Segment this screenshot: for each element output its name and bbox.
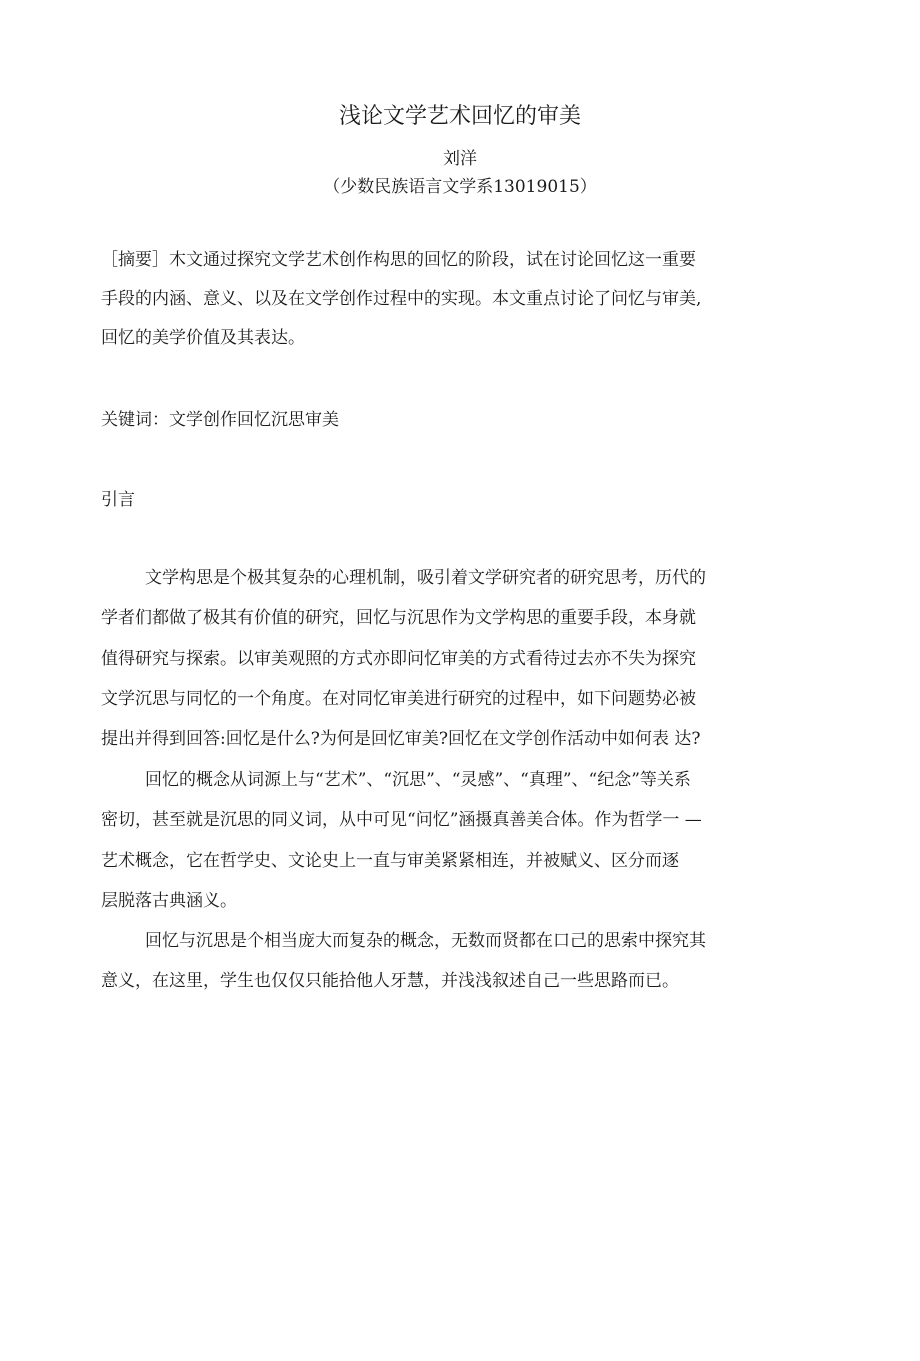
paragraph-line: 回忆与沉思是个相当庞大而复杂的概念，无数而贤都在口己的思索中探究其: [145, 931, 706, 951]
paragraph-line: 回忆的概念从词源上与“艺术”、“沉思”、“灵感”、“真理”、“纪念”等关系: [145, 770, 691, 790]
author-affiliation: （少数民族语言文学系13019015）: [323, 177, 597, 197]
paragraph-line: 艺术概念，它在哲学史、文论史上一直与审美紧紧相连，并被赋义、区分而逐: [101, 851, 679, 871]
paragraph-line: 学者们都做了极其有价值的研究，回忆与沉思作为文学构思的重要手段，本身就: [101, 608, 696, 628]
abstract-line: ［摘要］木文通过探究文学艺术创作构思的回忆的阶段，试在讨论回忆这一重要: [101, 250, 696, 270]
document-title: 浅论文学艺术回忆的审美: [338, 104, 581, 129]
keywords: 关键词：文学创作回忆沉思审美: [101, 410, 339, 430]
paragraph-line: 提出并得到回答:回忆是什么?为何是回忆审美?回忆在文学创作活动中如何表 达?: [101, 729, 701, 749]
paragraph-line: 意义，在这里，学生也仅仅只能拾他人牙慧，并浅浅叙述自己一些思路而已。: [101, 971, 679, 991]
paragraph-line: 层脱落古典涵义。: [101, 891, 237, 911]
abstract-line: 手段的内涵、意义、以及在文学创作过程中的实现。本文重点讨论了问忆与审美,: [101, 289, 702, 309]
section-heading: 引言: [101, 490, 135, 510]
paragraph-line: 值得研究与探索。以审美观照的方式亦即问忆审美的方式看待过去亦不失为探究: [101, 649, 696, 669]
paragraph-line: 文学沉思与同忆的一个角度。在对同忆审美进行研究的过程中，如下问题势必被: [101, 689, 696, 709]
paragraph-line: 文学构思是个极其复杂的心理机制，吸引着文学研究者的研究思考，历代的: [145, 568, 706, 588]
author-name: 刘洋: [443, 149, 477, 169]
abstract-line: 回忆的美学价值及其表达。: [101, 328, 305, 348]
paragraph-line: 密切，甚至就是沉思的同义词，从中可见“问忆”涵摄真善美合体。作为哲学一 —: [101, 810, 702, 830]
